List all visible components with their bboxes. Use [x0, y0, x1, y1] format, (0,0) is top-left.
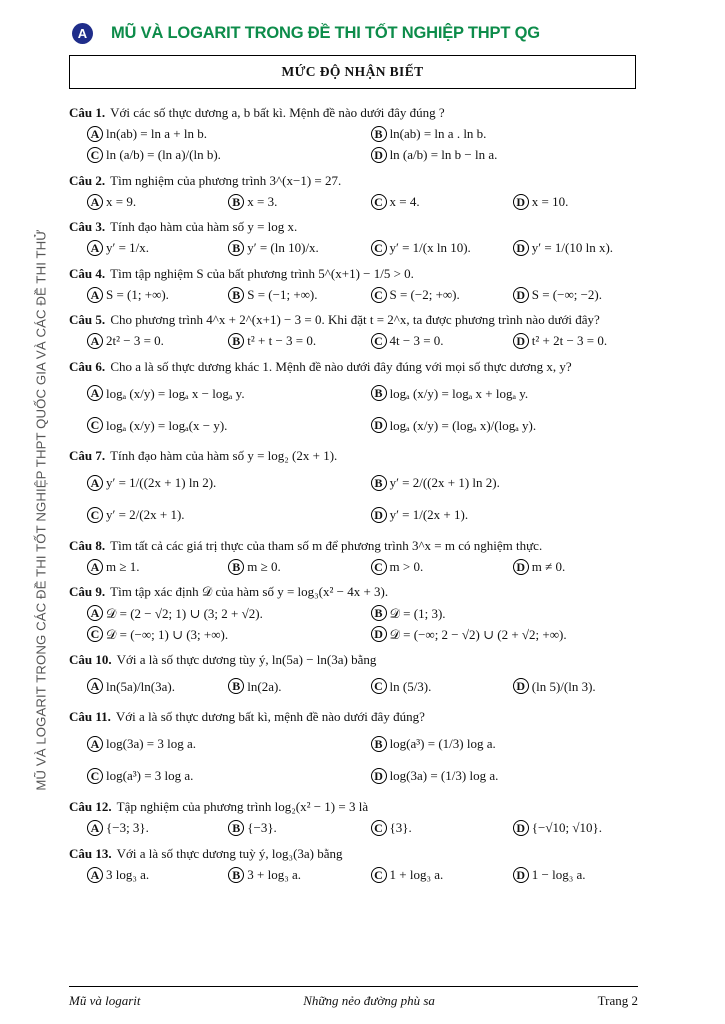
answer-option-d[interactable]: [496, 285, 638, 304]
answer-option-a[interactable]: [69, 604, 371, 623]
question-text: Với các số thực dương a, b bất kì. Mệnh đề nào dưới đây đúng ?: [110, 105, 445, 120]
answer-option-b[interactable]: [371, 468, 638, 498]
option-text: 4t − 3 = 0.: [389, 333, 444, 349]
option-text: y′ = 1/(2x + 1).: [389, 507, 469, 523]
question-number: Câu 11.: [69, 709, 111, 725]
option-text: S = (−2; +∞).: [389, 286, 460, 302]
answer-option-d[interactable]: [371, 500, 638, 530]
answer-option-b[interactable]: [211, 819, 353, 838]
question-text: Cho phương trình 4^x + 2^(x+1) − 3 = 0. Khi đặt t = 2^x, ta được phương trình nào dưới đây?: [110, 312, 600, 328]
option-text: 𝒟 = (2 − √2; 1) ∪ (3; 2 + √2).: [106, 605, 263, 621]
option-text: S = (1; +∞).: [106, 286, 169, 302]
option-letter-circle: C: [371, 867, 387, 883]
option-letter-circle: C: [371, 194, 387, 210]
answer-option-a[interactable]: [69, 285, 211, 304]
option-text: (ln 5)/(ln 3).: [531, 678, 596, 694]
answer-options: [69, 557, 638, 578]
answer-option-b[interactable]: [211, 671, 353, 701]
option-letter-circle: B: [228, 194, 244, 210]
option-letter-circle: D: [513, 820, 529, 836]
option-letter-circle: B: [228, 559, 244, 575]
footer-left: Mũ và logarit: [69, 993, 141, 1008]
option-letter-circle: D: [513, 559, 529, 575]
question-text: Với a là số thực dương bất kì, mệnh đề nào dưới đây đúng?: [115, 709, 425, 725]
option-letter-circle: D: [513, 867, 529, 883]
option-text: ln (a/b) = (ln a)/(ln b).: [106, 147, 221, 163]
question-number: Câu 2.: [69, 172, 106, 188]
option-text: 𝒟 = (−∞; 1) ∪ (3; +∞).: [106, 626, 229, 642]
option-letter-circle: C: [371, 287, 387, 303]
question-stem: [69, 583, 638, 601]
option-text: S = (−1; +∞).: [247, 286, 318, 302]
option-letter-circle: D: [371, 147, 387, 163]
option-letter-circle: A: [87, 736, 103, 752]
option-text: y′ = 1/(x ln 10).: [389, 240, 471, 256]
option-letter-circle: B: [228, 240, 244, 256]
option-text: y′ = 2/((2x + 1) ln 2).: [389, 475, 500, 491]
question-number: Câu 9.: [69, 584, 106, 600]
question-number: Câu 5.: [69, 312, 106, 328]
option-text: ln (5/3).: [389, 678, 432, 694]
answer-option-d[interactable]: [496, 239, 638, 258]
question-1: [69, 104, 638, 167]
option-letter-circle: B: [371, 605, 387, 621]
answer-option-a[interactable]: [69, 192, 211, 211]
question-7: [69, 447, 638, 532]
option-letter-circle: B: [371, 126, 387, 142]
answer-option-c[interactable]: [354, 332, 496, 351]
answer-option-b[interactable]: [211, 192, 353, 211]
answer-option-c[interactable]: [69, 625, 371, 644]
question-stem: [69, 172, 638, 190]
option-letter-circle: D: [371, 507, 387, 523]
answer-option-c[interactable]: [354, 557, 496, 576]
option-text: {−√10; √10}.: [531, 820, 602, 836]
section-title-box: MỨC ĐỘ NHẬN BIẾT: [69, 55, 636, 89]
question-9: [69, 583, 638, 646]
question-stem: [69, 537, 638, 555]
answer-option-c[interactable]: [69, 410, 371, 440]
option-letter-circle: B: [371, 475, 387, 491]
answer-option-c[interactable]: [354, 819, 496, 838]
question-number: Câu 12.: [69, 799, 112, 815]
option-letter-circle: D: [371, 626, 387, 642]
question-text: Tính đạo hàm của hàm số y = log₂ (2x + 1).: [110, 448, 338, 464]
question-stem: [69, 798, 638, 816]
option-text: 3 log₃ a.: [106, 866, 150, 882]
option-letter-circle: C: [87, 768, 103, 784]
option-text: ln(5a)/ln(3a).: [106, 678, 175, 694]
question-text: Cho a là số thực dương khác 1. Mệnh đề nào dưới đây đúng với mọi số thực dương x, y?: [110, 358, 572, 374]
option-text: t² + t − 3 = 0.: [247, 333, 317, 349]
option-text: {−3; 3}.: [106, 820, 149, 836]
option-text: ln(2a).: [247, 678, 282, 694]
answer-option-d[interactable]: [496, 671, 638, 701]
option-text: y′ = 1/(10 ln x).: [531, 240, 614, 256]
page-footer: [69, 986, 638, 1009]
option-text: 𝒟 = (1; 3).: [389, 605, 446, 621]
option-letter-circle: B: [228, 867, 244, 883]
option-letter-circle: A: [87, 605, 103, 621]
answer-options: [69, 285, 638, 306]
option-text: S = (−∞; −2).: [531, 286, 603, 302]
question-number: Câu 4.: [69, 265, 106, 281]
option-letter-circle: A: [87, 475, 103, 491]
question-number: Câu 8.: [69, 537, 106, 553]
question-text: Tập nghiệm của phương trình log₂(x² − 1) = 3 là: [116, 799, 369, 815]
option-letter-circle: B: [228, 287, 244, 303]
option-letter-circle: B: [228, 820, 244, 836]
option-text: logₐ (x/y) = (logₐ x)/(logₐ y).: [389, 417, 537, 433]
answer-option-a[interactable]: [69, 671, 211, 701]
answer-option-a[interactable]: [69, 125, 371, 144]
option-text: 3 + log₃ a.: [247, 866, 301, 882]
option-letter-circle: A: [87, 559, 103, 575]
option-letter-circle: C: [371, 678, 387, 694]
option-letter-circle: A: [87, 333, 103, 349]
option-text: y′ = 1/x.: [106, 240, 150, 256]
question-3: [69, 218, 638, 260]
option-letter-circle: D: [513, 194, 529, 210]
answer-option-a[interactable]: [69, 332, 211, 351]
question-stem: [69, 104, 638, 122]
answer-option-a[interactable]: [69, 378, 371, 408]
answer-option-c[interactable]: [354, 285, 496, 304]
question-stem: [69, 218, 638, 236]
question-number: Câu 10.: [69, 651, 112, 667]
option-text: 𝒟 = (−∞; 2 − √2) ∪ (2 + √2; +∞).: [389, 626, 567, 642]
answer-options: [69, 729, 638, 793]
answer-option-c[interactable]: [354, 671, 496, 701]
page-header: [72, 20, 632, 46]
option-letter-circle: C: [371, 333, 387, 349]
question-number: Câu 1.: [69, 105, 106, 120]
option-letter-circle: A: [87, 678, 103, 694]
option-letter-circle: A: [87, 385, 103, 401]
option-text: m > 0.: [389, 559, 424, 575]
answer-options: [69, 378, 638, 442]
option-letter-circle: D: [371, 417, 387, 433]
answer-options: [69, 239, 638, 260]
answer-option-b[interactable]: [211, 332, 353, 351]
option-letter-circle: C: [371, 820, 387, 836]
answer-option-a[interactable]: [69, 729, 371, 759]
option-letter-circle: C: [371, 240, 387, 256]
option-letter-circle: C: [87, 417, 103, 433]
question-text: Với a là số thực dương tuỳ ý, log₃(3a) bằng: [116, 845, 343, 861]
option-letter-circle: D: [513, 678, 529, 694]
option-text: 1 − log₃ a.: [531, 866, 586, 882]
answer-option-d[interactable]: [496, 192, 638, 211]
option-text: y′ = 1/((2x + 1) ln 2).: [106, 475, 217, 491]
question-12: [69, 798, 638, 840]
answer-option-d[interactable]: [371, 625, 638, 644]
question-stem: [69, 651, 638, 669]
question-text: Tìm tập xác định 𝒟 của hàm số y = log₃(x² − 4x + 3).: [110, 584, 389, 600]
header-title: MŨ VÀ LOGARIT TRONG ĐỀ THI TỐT NGHIỆP THPT QG: [111, 23, 540, 42]
option-text: logₐ (x/y) = logₐ x + logₐ y.: [389, 385, 529, 401]
question-2: [69, 172, 638, 214]
answer-option-d[interactable]: [371, 761, 638, 791]
option-text: {−3}.: [247, 820, 277, 836]
answer-option-d[interactable]: [496, 557, 638, 576]
option-text: x = 9.: [106, 193, 137, 209]
side-vertical-title: [30, 210, 52, 810]
option-text: x = 10.: [531, 193, 569, 209]
option-text: t² + 2t − 3 = 0.: [531, 333, 608, 349]
question-stem: [69, 845, 638, 863]
answer-option-b[interactable]: [371, 378, 638, 408]
option-text: m ≥ 0.: [247, 559, 281, 575]
answer-options: [69, 332, 638, 353]
answer-option-d[interactable]: [496, 865, 638, 884]
answer-option-b[interactable]: [371, 604, 638, 623]
option-letter-circle: D: [513, 287, 529, 303]
option-text: log(3a) = (1/3) log a.: [389, 768, 499, 784]
option-text: log(a³) = 3 log a.: [106, 768, 194, 784]
answer-options: [69, 604, 638, 646]
footer-page-number: Trang 2: [597, 993, 638, 1008]
option-letter-circle: B: [228, 333, 244, 349]
answer-option-b[interactable]: [371, 125, 638, 144]
question-stem: [69, 358, 638, 376]
question-list: [69, 104, 638, 891]
answer-option-c[interactable]: [354, 865, 496, 884]
answer-option-a[interactable]: [69, 865, 211, 884]
option-letter-circle: A: [87, 820, 103, 836]
answer-option-c[interactable]: [69, 500, 371, 530]
question-10: [69, 651, 638, 704]
option-text: x = 4.: [389, 193, 420, 209]
option-text: y′ = (ln 10)/x.: [247, 240, 319, 256]
question-stem: [69, 265, 638, 283]
question-text: Tìm nghiệm của phương trình 3^(x−1) = 27.: [110, 172, 342, 188]
question-text: Với a là số thực dương tùy ý, ln(5a) − ln(3a) bằng: [116, 651, 377, 667]
answer-option-b[interactable]: [211, 865, 353, 884]
answer-option-d[interactable]: [371, 146, 638, 165]
question-stem: [69, 708, 638, 726]
question-text: Tìm tập nghiệm S của bất phương trình 5^(x+1) − 1/5 > 0.: [110, 265, 414, 281]
option-text: m ≠ 0.: [531, 559, 566, 575]
answer-option-c[interactable]: [354, 239, 496, 258]
question-stem: [69, 447, 638, 465]
option-letter-circle: A: [87, 126, 103, 142]
option-text: 1 + log₃ a.: [389, 866, 444, 882]
option-letter-circle: A: [87, 867, 103, 883]
answer-option-a[interactable]: [69, 819, 211, 838]
question-text: Tính đạo hàm của hàm số y = log x.: [110, 219, 298, 235]
answer-option-b[interactable]: [211, 285, 353, 304]
option-letter-circle: D: [513, 333, 529, 349]
option-text: ln (a/b) = ln b − ln a.: [389, 147, 498, 163]
option-letter-circle: C: [371, 559, 387, 575]
option-letter-circle: A: [87, 240, 103, 256]
question-stem: [69, 311, 638, 329]
option-text: log(3a) = 3 log a.: [106, 736, 197, 752]
answer-option-d[interactable]: [496, 332, 638, 351]
option-letter-circle: D: [513, 240, 529, 256]
option-letter-circle: A: [87, 287, 103, 303]
answer-options: [69, 865, 638, 886]
question-4: [69, 265, 638, 307]
header-badge: A: [72, 23, 93, 44]
question-8: [69, 537, 638, 579]
answer-option-a[interactable]: [69, 468, 371, 498]
question-number: Câu 3.: [69, 219, 106, 235]
answer-option-c[interactable]: [354, 192, 496, 211]
question-6: [69, 358, 638, 443]
option-text: logₐ (x/y) = logₐ x − logₐ y.: [106, 385, 245, 401]
question-13: [69, 845, 638, 887]
option-letter-circle: C: [87, 626, 103, 642]
option-letter-circle: B: [228, 678, 244, 694]
option-letter-circle: C: [87, 147, 103, 163]
answer-options: [69, 468, 638, 532]
answer-option-b[interactable]: [211, 239, 353, 258]
option-text: logₐ (x/y) = logₐ(x − y).: [106, 417, 228, 433]
answer-option-b[interactable]: [211, 557, 353, 576]
answer-options: [69, 671, 638, 703]
question-11: [69, 708, 638, 793]
question-text: Tìm tất cả các giá trị thực của tham số m để phương trình 3^x = m có nghiệm thực.: [110, 537, 543, 553]
answer-options: [69, 819, 638, 840]
option-text: {3}.: [389, 820, 412, 836]
answer-option-a[interactable]: [69, 557, 211, 576]
option-letter-circle: A: [87, 194, 103, 210]
option-text: ln(ab) = ln a . ln b.: [389, 126, 487, 142]
side-title-text: MŨ VÀ LOGARIT TRONG CÁC ĐỀ THI TỐT NGHIỆP THPT QUỐC GIA VÀ CÁC ĐỀ THI THỬ: [33, 229, 49, 791]
answer-option-c[interactable]: [69, 146, 371, 165]
option-text: x = 3.: [247, 193, 278, 209]
option-text: log(a³) = (1/3) log a.: [389, 736, 496, 752]
option-text: 2t² − 3 = 0.: [106, 333, 164, 349]
option-letter-circle: B: [371, 385, 387, 401]
answer-option-a[interactable]: [69, 239, 211, 258]
question-number: Câu 7.: [69, 448, 106, 464]
question-number: Câu 13.: [69, 845, 112, 861]
question-5: [69, 311, 638, 353]
answer-option-d[interactable]: [496, 819, 638, 838]
option-letter-circle: D: [371, 768, 387, 784]
answer-options: [69, 192, 638, 213]
option-letter-circle: B: [371, 736, 387, 752]
answer-option-b[interactable]: [371, 729, 638, 759]
footer-center: Những nẻo đường phù sa: [303, 993, 435, 1008]
option-text: ln(ab) = ln a + ln b.: [106, 126, 207, 142]
answer-options: [69, 125, 638, 167]
answer-option-d[interactable]: [371, 410, 638, 440]
option-text: y′ = 2/(2x + 1).: [106, 507, 185, 523]
option-text: m ≥ 1.: [106, 559, 140, 575]
question-number: Câu 6.: [69, 358, 106, 374]
option-letter-circle: C: [87, 507, 103, 523]
answer-option-c[interactable]: [69, 761, 371, 791]
